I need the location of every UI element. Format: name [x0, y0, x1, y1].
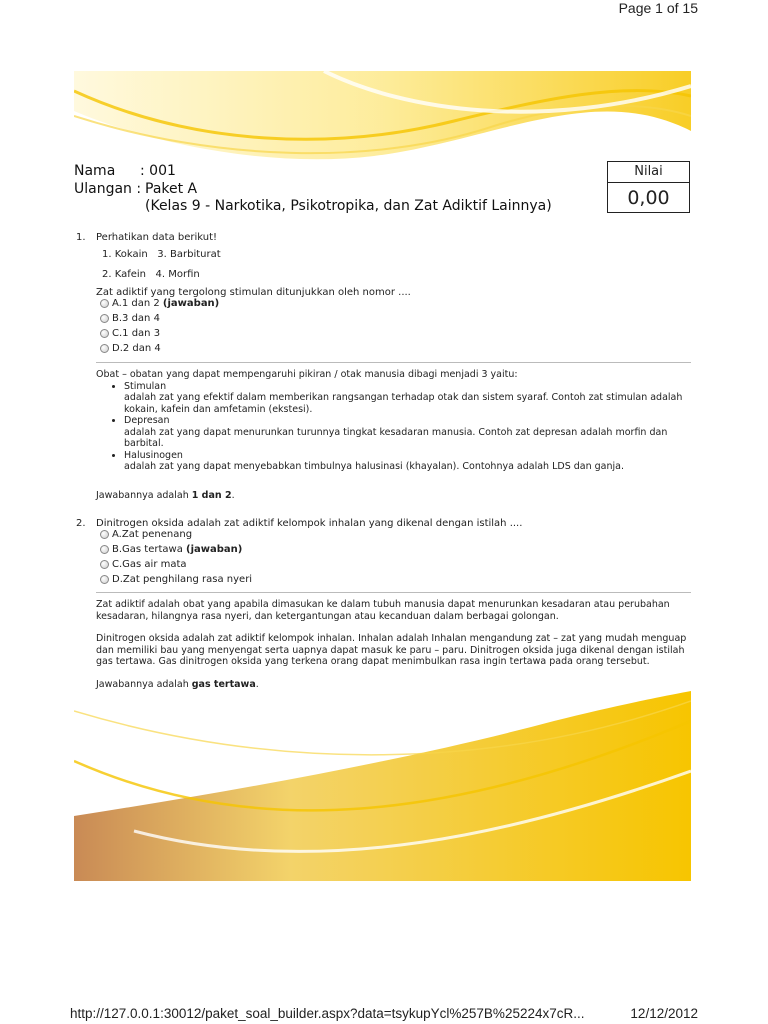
list-item-body: adalah zat yang efektif dalam memberikan rangsangan terhadap otak dan sistem syaraf. Contoh zat stimulan adalah kokain, kafein dan amfetamin (ekstesi).: [124, 392, 683, 415]
q2-option-b[interactable]: [100, 544, 242, 555]
list-item-body: adalah zat yang dapat menurunkan turunnya tingkat kesadaran manusia. Contoh zat depresan adalah morfin dan barbital.: [124, 426, 668, 449]
list-item-title: • Halusinogen: [124, 449, 183, 461]
radio-icon[interactable]: [100, 329, 109, 338]
footer-date: 12/12/2012: [630, 1006, 698, 1021]
q1-option-a[interactable]: [100, 298, 219, 309]
q1-question: Zat adiktif yang tergolong stimulan ditunjukkan oleh nomor ....: [96, 287, 411, 298]
q2-option-b-text: B.Gas tertawa: [112, 544, 187, 555]
ulangan-label: Ulangan :: [74, 181, 142, 197]
answer-suffix: .: [255, 678, 259, 690]
nama-label: Nama: [74, 163, 116, 179]
list-item-body: adalah zat yang dapat menyebabkan timbulnya halusinasi (khayalan). Contohnya adalah LDS dan ganja.: [124, 461, 625, 472]
answer-value: 1 dan 2: [191, 489, 232, 501]
q2-explanation: [96, 599, 691, 690]
divider: [96, 362, 691, 363]
q1-option-a-text: A.1 dan 2: [112, 298, 163, 309]
list-item-title: • Depresan: [124, 415, 170, 426]
list-item: [124, 381, 691, 416]
q2-option-b-answer: (jawaban): [186, 544, 243, 555]
radio-icon[interactable]: [100, 575, 109, 584]
score-box: [607, 161, 690, 213]
list-item: [124, 450, 691, 473]
q2-explanation-p1: Zat adiktif adalah obat yang apabila dimasukan ke dalam tubuh manusia dapat menurunkan kesadaran atau perubahan kesadaran, hilangnya rasa nyeri, dan ketergantungan atau kecanduan dalam berbagai golongan.: [96, 599, 670, 622]
q1-option-a-answer: (jawaban): [162, 298, 220, 309]
list-item: [124, 415, 691, 450]
q1-data-row2: 2. Kafein 4. Morfin: [102, 269, 200, 280]
radio-icon[interactable]: [100, 530, 109, 539]
q1-option-c-text: C.1 dan 3: [112, 328, 161, 339]
list-item-title: • Stimulan: [124, 380, 167, 392]
radio-icon[interactable]: [100, 560, 109, 569]
radio-icon[interactable]: [100, 545, 109, 554]
answer-value: gas tertawa: [191, 678, 256, 690]
q1-number: 1.: [76, 232, 86, 243]
q1-prompt: Perhatikan data berikut!: [96, 232, 218, 243]
q1-option-d-text: D.2 dan 4: [112, 343, 161, 354]
score-value: 0,00: [627, 187, 670, 209]
q2-option-c[interactable]: [100, 559, 187, 570]
q2-answer-line: [96, 679, 691, 691]
score-label: Nilai: [608, 162, 689, 183]
q2-option-d[interactable]: [100, 574, 252, 585]
q1-option-b-text: B.3 dan 4: [112, 313, 160, 324]
q1-option-d[interactable]: [100, 343, 161, 354]
page-indicator: Page 1 of 15: [618, 0, 698, 16]
q2-option-a[interactable]: [100, 529, 192, 540]
ulangan-value: Paket A: [145, 181, 198, 197]
divider: [96, 592, 691, 593]
q2-question: Dinitrogen oksida adalah zat adiktif kelompok inhalan yang dikenal dengan istilah ....: [96, 518, 523, 529]
footer-url: http://127.0.0.1:30012/paket_soal_builder.aspx?data=tsykupYcl%257B%25224x7cR...: [70, 1006, 585, 1021]
q1-explanation-intro: Obat – obatan yang dapat mempengaruhi pikiran / otak manusia dibagi menjadi 3 yaitu:: [96, 369, 518, 380]
answer-suffix: .: [231, 489, 235, 501]
q2-option-c-text: C.Gas air mata: [112, 559, 187, 570]
radio-icon[interactable]: [100, 344, 109, 353]
q1-explanation: [96, 369, 691, 501]
q2-number: 2.: [76, 518, 86, 529]
q1-option-c[interactable]: [100, 328, 160, 339]
test-subtitle: (Kelas 9 - Narkotika, Psikotropika, dan Zat Adiktif Lainnya): [145, 198, 552, 214]
worksheet-page: [74, 71, 691, 881]
q2-explanation-p2: Dinitrogen oksida adalah zat adiktif kelompok inhalan. Inhalan adalah Inhalan mengandung zat – zat yang mudah menguap dan memiliki bau yang menyengat serta uapnya dapat masuk ke paru – paru. Dinitrogen oksida juga dikenal dengan istilah gas tertawa. Gas dinitrogen oksida yang terkena orang dapat menimbulkan rasa ingin tertawa pada orang tersebut.: [96, 633, 687, 667]
nama-value: : 001: [140, 163, 176, 179]
answer-prefix: Jawabannya adalah: [96, 678, 192, 690]
q1-answer-line: [96, 490, 691, 502]
q2-option-a-text: A.Zat penenang: [112, 529, 193, 540]
q2-option-d-text: D.Zat penghilang rasa nyeri: [112, 574, 253, 585]
q1-explanation-list: [110, 381, 691, 473]
q1-option-b[interactable]: [100, 313, 160, 324]
radio-icon[interactable]: [100, 299, 109, 308]
radio-icon[interactable]: [100, 314, 109, 323]
answer-prefix: Jawabannya adalah: [96, 489, 192, 501]
q1-data-row1: 1. Kokain 3. Barbiturat: [102, 249, 221, 260]
